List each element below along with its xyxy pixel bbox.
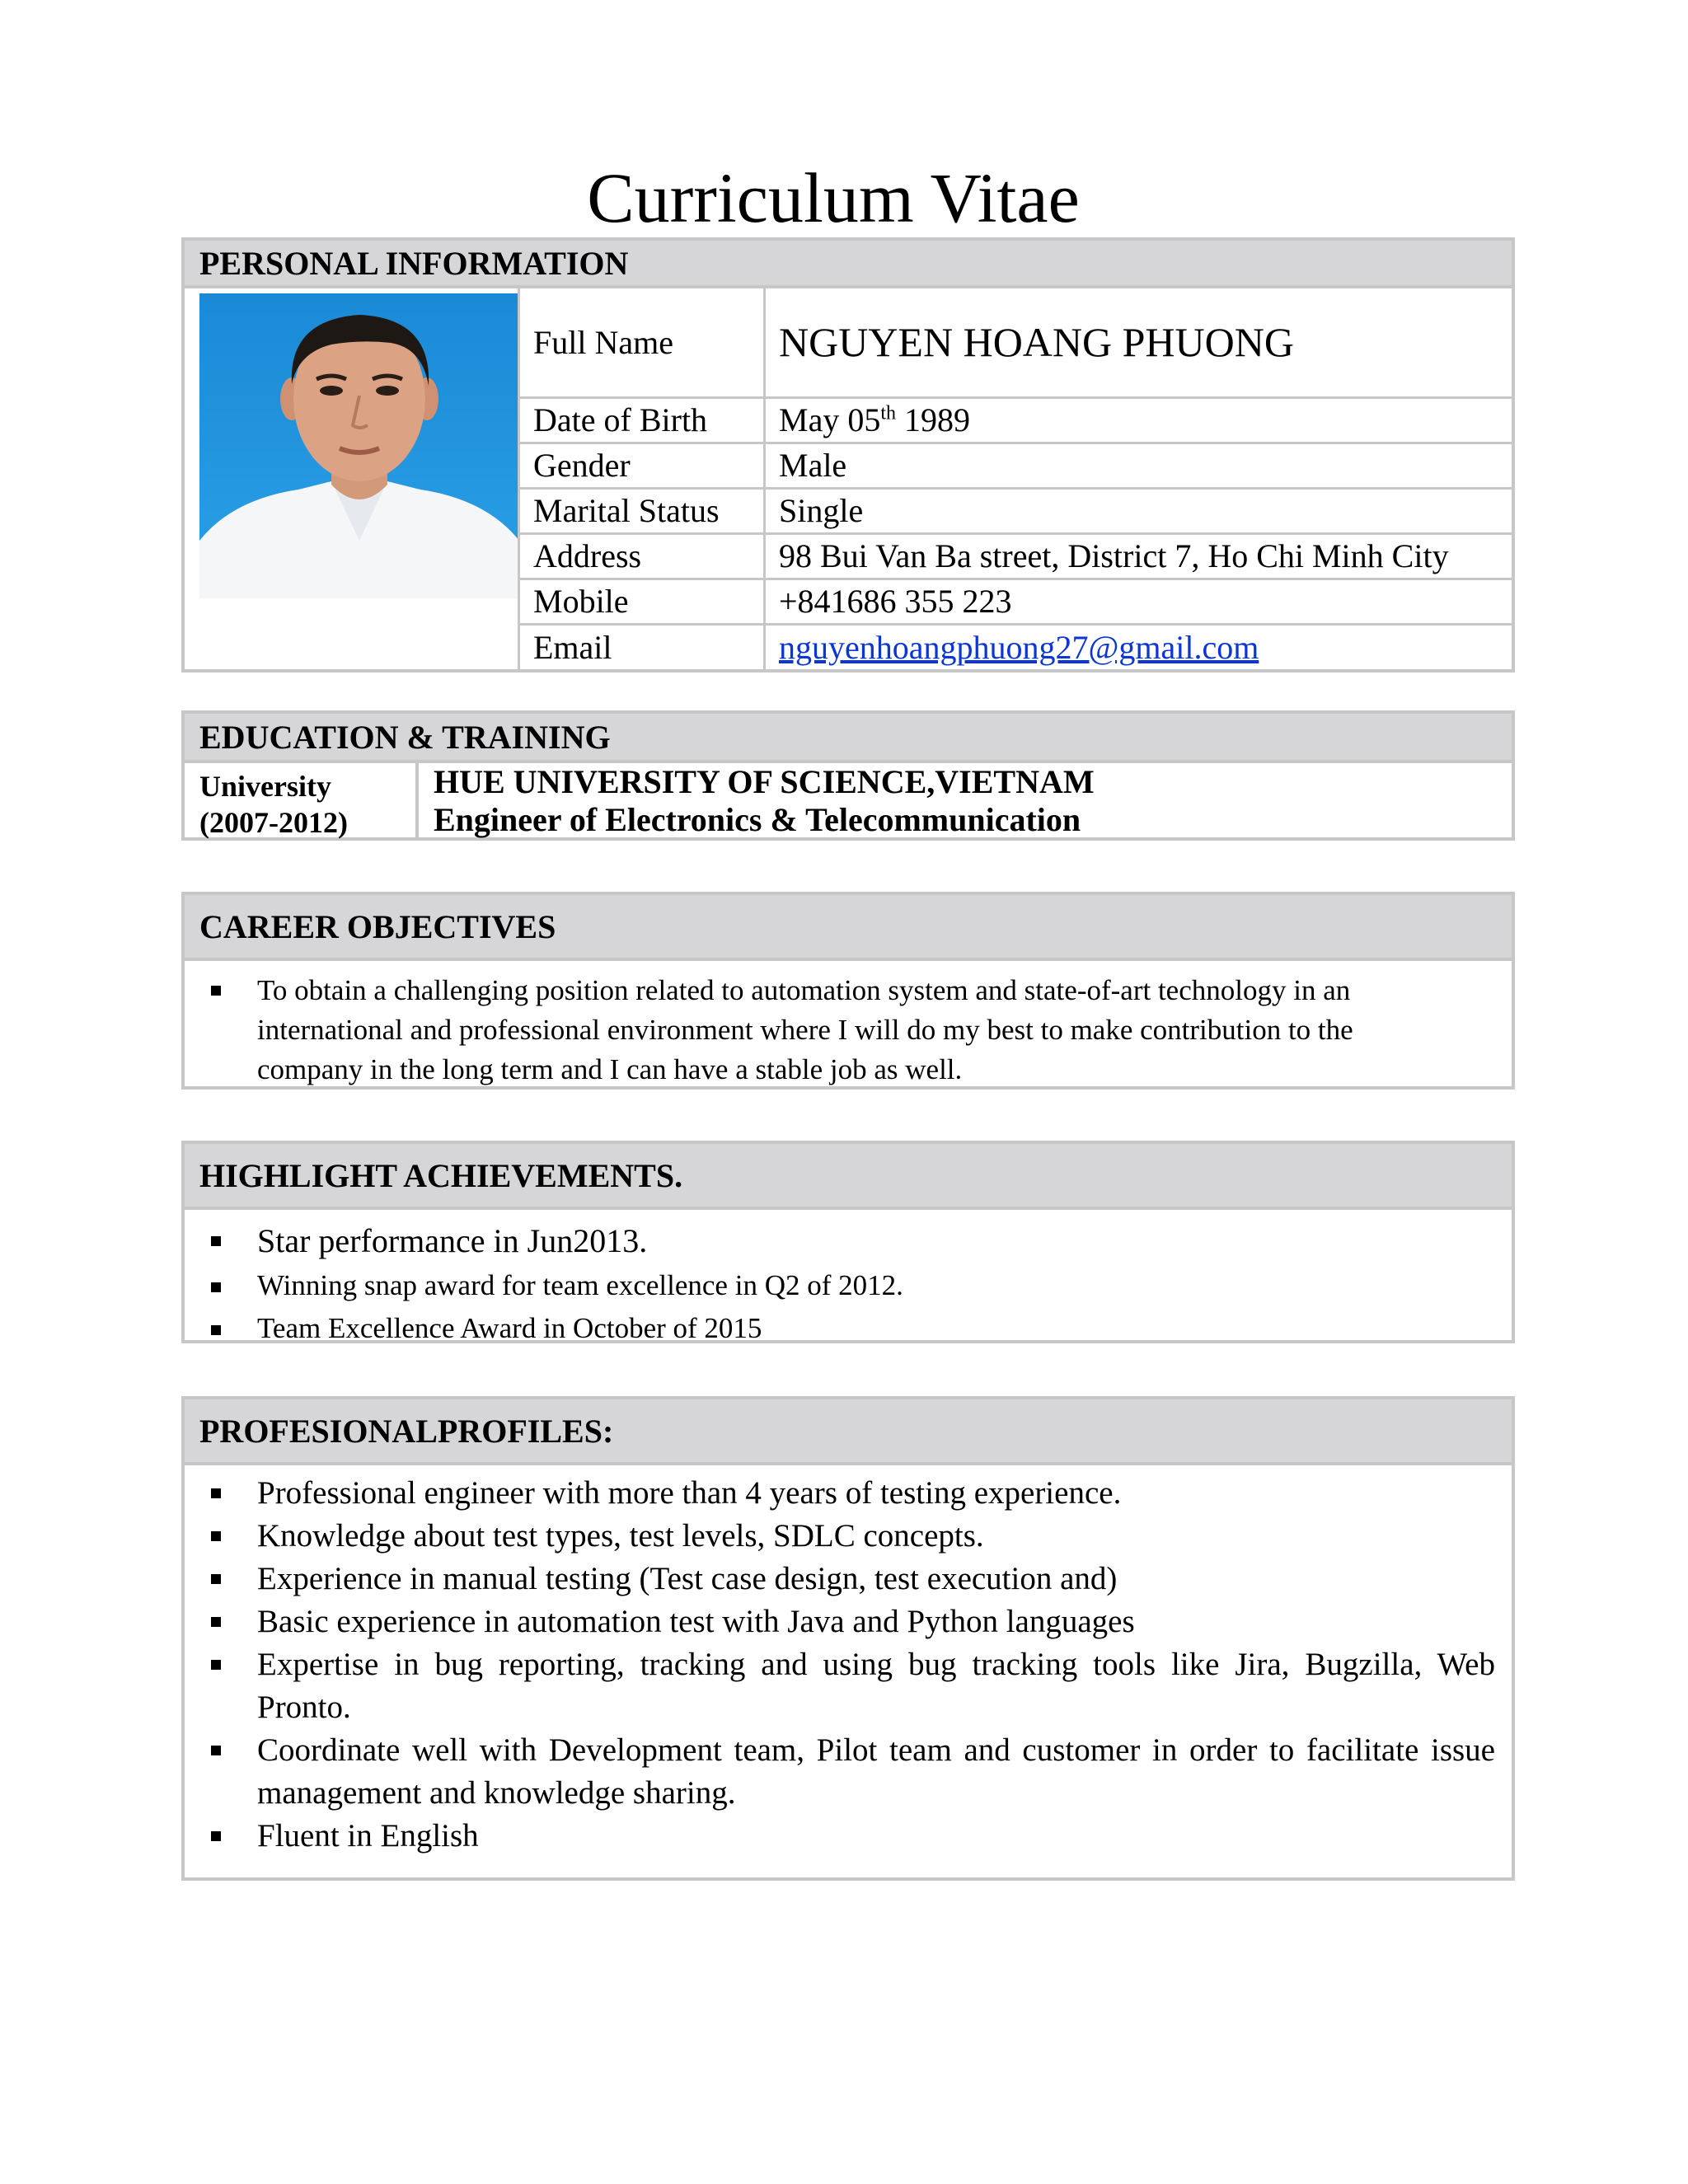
- highlight-achievements-section: [181, 1141, 1515, 1343]
- address-label: Address: [519, 533, 765, 579]
- personal-info-table: [518, 288, 1512, 669]
- marital-status-label: Marital Status: [519, 488, 765, 533]
- full-name-value: NGUYEN HOANG PHUONG: [765, 288, 1512, 397]
- list-item: Knowledge about test types, test levels, SDLC concepts.: [185, 1515, 1495, 1558]
- dob-label: Date of Birth: [519, 397, 765, 443]
- education-years: (2007-2012): [199, 806, 348, 839]
- section-header: CAREER OBJECTIVES: [185, 895, 1512, 961]
- profile-photo: [199, 293, 519, 598]
- info-row-address: [519, 533, 1512, 579]
- section-header: PERSONAL INFORMATION: [185, 241, 1512, 288]
- list-item: Team Excellence Award in October of 2015: [185, 1307, 1498, 1350]
- achievements-list: [185, 1210, 1512, 1350]
- career-objectives-section: [181, 892, 1515, 1090]
- list-item: Fluent in English: [185, 1815, 1495, 1858]
- info-row-full-name: [519, 288, 1512, 397]
- section-header: EDUCATION & TRAINING: [185, 714, 1512, 763]
- mobile-label: Mobile: [519, 579, 765, 624]
- address-value: 98 Bui Van Ba street, District 7, Ho Chi Minh City: [765, 533, 1512, 579]
- marital-status-value: Single: [765, 488, 1512, 533]
- list-item: Winning snap award for team excellence in Q2 of 2012.: [185, 1264, 1498, 1307]
- gender-label: Gender: [519, 443, 765, 488]
- full-name-label: Full Name: [519, 288, 765, 397]
- list-item: Experience in manual testing (Test case design, test execution and): [185, 1558, 1495, 1601]
- section-header: PROFESIONALPROFILES:: [185, 1399, 1512, 1465]
- info-row-dob: [519, 397, 1512, 443]
- professional-profiles-section: [181, 1396, 1515, 1881]
- info-row-email: [519, 624, 1512, 669]
- dob-value: [765, 397, 1512, 443]
- education-details: [419, 763, 1095, 837]
- education-row: [185, 763, 1512, 837]
- education-section: [181, 710, 1515, 841]
- list-item: To obtain a challenging position related to automation system and state-of-art technology in an international and professional environment where I will do my best to make contribution to the company in the long term and I can have a stable job as well.: [185, 971, 1429, 1090]
- personal-information-section: [181, 237, 1515, 673]
- education-period: [185, 763, 419, 837]
- list-item: Basic experience in automation test with Java and Python languages: [185, 1601, 1495, 1643]
- profiles-list: [185, 1465, 1512, 1858]
- info-row-gender: [519, 443, 1512, 488]
- section-header: HIGHLIGHT ACHIEVEMENTS.: [185, 1144, 1512, 1210]
- list-item: Expertise in bug reporting, tracking and using bug tracking tools like Jira, Bugzilla, Web Pronto.: [185, 1643, 1495, 1729]
- email-label: Email: [519, 624, 765, 669]
- list-item: Professional engineer with more than 4 years of testing experience.: [185, 1472, 1495, 1515]
- gender-value: Male: [765, 443, 1512, 488]
- list-item: Coordinate well with Development team, Pilot team and customer in order to facilitate issue management and knowledge sharing.: [185, 1729, 1495, 1815]
- education-degree: Engineer of Electronics & Telecommunication: [434, 801, 1081, 838]
- dob-year: 1989: [896, 401, 970, 438]
- document-title: Curriculum Vitae: [587, 158, 1080, 237]
- education-school: HUE UNIVERSITY OF SCIENCE,VIETNAM: [434, 763, 1095, 800]
- mobile-value: +841686 355 223: [765, 579, 1512, 624]
- dob-suffix: th: [880, 402, 896, 424]
- list-item: Star performance in Jun2013.: [185, 1218, 1498, 1264]
- career-list: [185, 961, 1512, 1090]
- education-level: University: [199, 770, 331, 803]
- email-link[interactable]: nguyenhoangphuong27@gmail.com: [779, 628, 1259, 666]
- email-cell: [765, 624, 1512, 669]
- dob-prefix: May 05: [779, 401, 881, 438]
- info-row-marital: [519, 488, 1512, 533]
- info-row-mobile: [519, 579, 1512, 624]
